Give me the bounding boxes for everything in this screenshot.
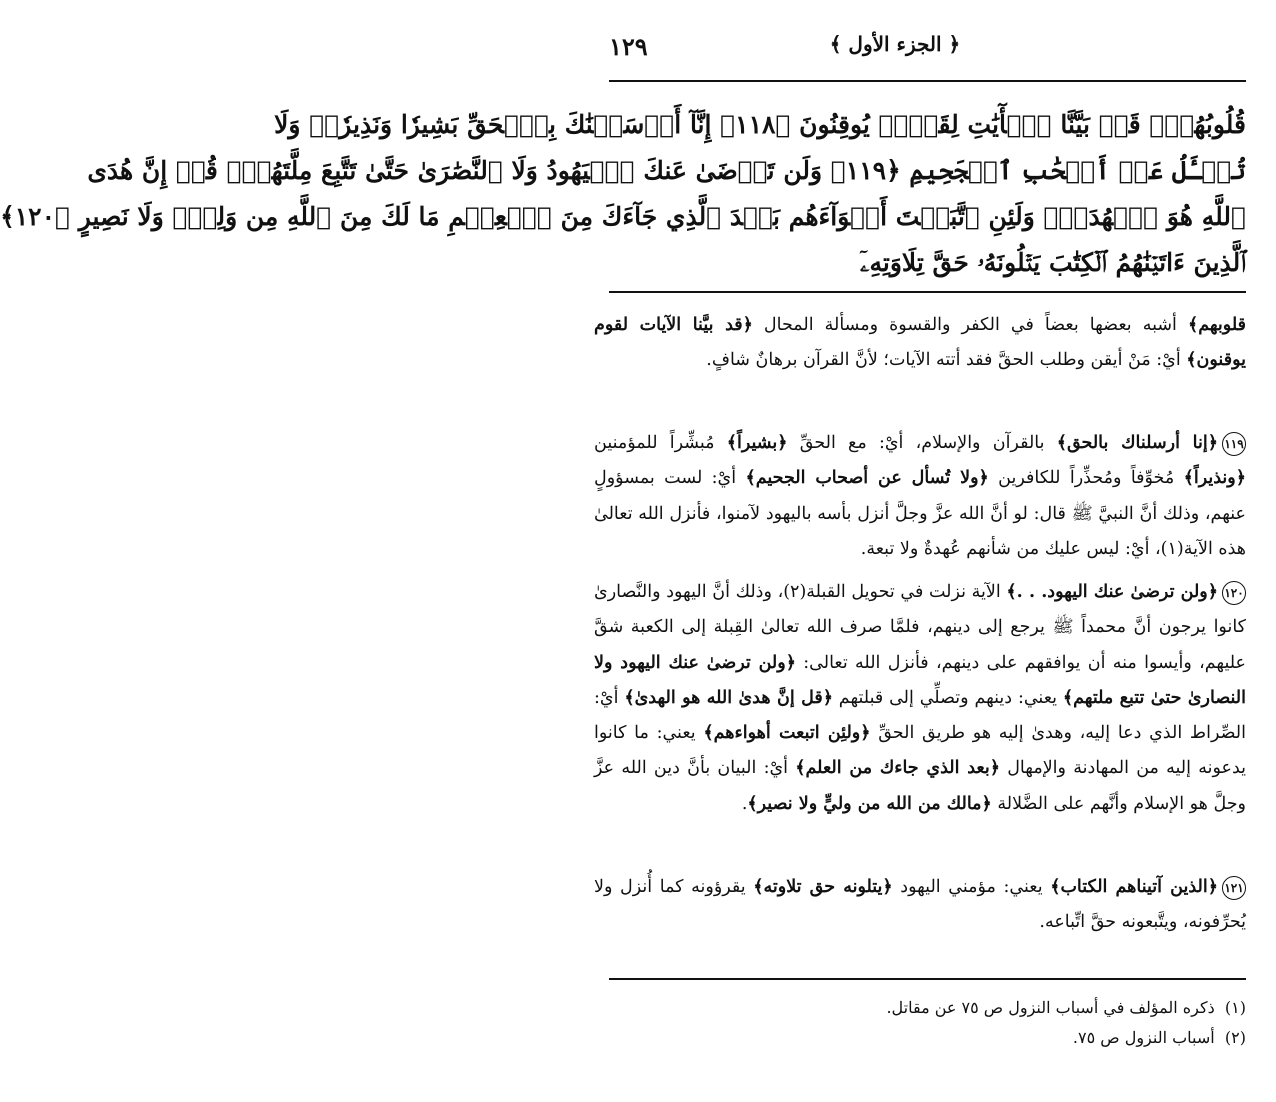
quran-quote: ﴿قد بيَّنا الآيات لقوم يوقنون﴾ bbox=[594, 315, 1246, 371]
quran-line: تُسۡـَٔلُ عَنۡ أَصۡحَٰبِ ٱلۡجَحِيمِ ﴿١١٩﴾ وَلَن تَرۡضَىٰ عَنكَ ٱلۡيَهُودُ وَلَا ٱلنَّصَٰرَىٰ حَتَّىٰ تَتَّبِعَ مِلَّتَهُمۡۗ قُلۡ إِنَّ هُدَى bbox=[87, 156, 1246, 185]
footnote-marker: (٢) bbox=[1224, 1028, 1246, 1047]
quran-quote: ﴿مالك من الله من وليٍّ ولا نصير﴾ bbox=[747, 793, 992, 814]
quran-quote: ﴿الذين آتيناهم الكتاب﴾ bbox=[1050, 877, 1218, 897]
commentary-text: أيْ: البيان بأنَّ دين الله عزَّ وجلَّ هو الإسلام وأنَّهم على الضَّلالة bbox=[594, 758, 1246, 814]
tafsir-paragraph-119 bbox=[594, 426, 1246, 567]
quran-quote: ﴿ولن ترضىٰ عنك اليهود. . .﴾ bbox=[1006, 582, 1218, 602]
footnote-text: أسباب النزول ص ٧٥. bbox=[1072, 1028, 1215, 1047]
commentary-text: يعني: مؤمني اليهود bbox=[892, 877, 1051, 897]
quran-quote: ﴿بعد الذي جاءك من العلم﴾ bbox=[795, 758, 1000, 779]
footnote bbox=[1073, 1024, 1246, 1052]
quran-line: قُلُوبُهُمۡۗ قَدۡ بَيَّنَّا ٱلۡأٓيَٰتِ لِقَوۡمٖ يُوقِنُونَ ﴿١١٨﴾ إِنَّآ أَرۡسَلۡنَٰكَ بِٱلۡحَقِّ بَشِيرٗا وَنَذِيرٗاۖ وَلَا bbox=[274, 110, 1246, 139]
page-number: ١٢٩ bbox=[609, 32, 648, 61]
verse-number-badge: ١١٩ bbox=[1222, 432, 1246, 456]
tafsir-paragraph-121 bbox=[594, 870, 1246, 941]
commentary-text: . bbox=[741, 793, 748, 814]
tafsir-paragraph-120 bbox=[594, 575, 1246, 822]
footnote-text: ذكره المؤلف في أسباب النزول ص ٧٥ عن مقاتل. bbox=[886, 998, 1215, 1017]
header-rule bbox=[609, 80, 1246, 82]
commentary-text: أشبه بعضها بعضاً في الكفر والقسوة ومسألة المحال bbox=[752, 315, 1188, 335]
commentary-text: الآية نزلت في تحويل القبلة(٢)، وذلك أنَّ اليهود والنَّصارىٰ كانوا يرجون أنَّ محمداً ﷺ يرجع إلى دينهم، فلمَّا صرف الله تعالىٰ القِبلة إلى الكعبة شقَّ عليهم، وأيسوا منه أن يوافقهم على دينهم، فأنزل الله تعالى: bbox=[594, 582, 1246, 673]
quran-quote: ﴿ولا تُسأل عن أصحاب الجحيم﴾ bbox=[745, 468, 989, 489]
running-title: ﴿ الجزء الأول ﴾ bbox=[829, 32, 961, 56]
commentary-text: يقرؤونه كما أُنزل ولا يُحرِّفونه، ويتَّبعونه حقَّ اتِّباعه. bbox=[594, 877, 1246, 933]
commentary-text: بالقرآن والإسلام، أيْ: مع الحقِّ bbox=[787, 433, 1057, 453]
section-rule bbox=[609, 291, 1246, 293]
quran-quote: ﴿إنا أرسلناك بالحق﴾ bbox=[1056, 433, 1218, 453]
quran-quote: ﴿ونذيراً﴾ bbox=[1183, 468, 1246, 489]
quran-quote: ﴿بشيراً﴾ bbox=[726, 433, 788, 453]
verse-number-badge: ١٢٠ bbox=[1222, 581, 1246, 605]
tafsir-paragraph-1 bbox=[594, 308, 1246, 379]
commentary-text: أيْ: مَنْ أيقن وطلب الحقَّ فقد أتته الآيات؛ لأنَّ القرآن برهانٌ شافٍ. bbox=[706, 350, 1187, 371]
footnote-rule bbox=[609, 978, 1246, 980]
commentary-text: مُخوِّفاً ومُحذِّراً للكافرين bbox=[988, 468, 1184, 489]
verse-number-badge: ١٢١ bbox=[1222, 876, 1246, 900]
quran-line: ٱلَّذِينَ ءَاتَيۡنَٰهُمُ ٱلۡكِتَٰبَ يَتۡلُونَهُۥ حَقَّ تِلَاوَتِهِۦٓ bbox=[859, 248, 1246, 277]
commentary-text: يعني: ما كانوا يدعونه إليه من المهادنة والإمهال bbox=[594, 723, 1247, 779]
quran-quote: ﴿قل إنَّ هدىٰ الله هو الهدىٰ﴾ bbox=[624, 687, 833, 708]
commentary-text: مُبشِّراً للمؤمنين bbox=[594, 433, 727, 453]
commentary-text: أيْ: الصِّراط الذي دعا إليه، وهدىٰ إليه هو طريق الحقِّ bbox=[594, 687, 1246, 744]
quran-line: ٱللَّهِ هُوَ ٱلۡهُدَىٰۗ وَلَئِنِ ٱتَّبَعۡتَ أَهۡوَآءَهُم بَعۡدَ ٱلَّذِي جَآءَكَ مِنَ ٱلۡعِلۡمِ مَا لَكَ مِنَ ٱللَّهِ مِن وَلِيّٖ وَلَا نَصِيرٍ ﴿١٢٠﴾ bbox=[0, 202, 1246, 231]
footnote-marker: (١) bbox=[1224, 998, 1246, 1017]
commentary-text: أيْ: لست بمسؤولٍ عنهم، وذلك أنَّ النبيَّ ﷺ قال: لو أنَّ الله عزَّ وجلَّ أنزل بأسه باليهود لآمنوا، فأنزل الله تعالىٰ هذه الآية(١)، أيْ: ليس عليك من شأنهم عُهدةٌ ولا تبعة. bbox=[594, 468, 1246, 559]
footnote bbox=[886, 994, 1246, 1022]
quran-quote: ﴿ولئِن اتبعت أهواءهم﴾ bbox=[703, 723, 871, 744]
quran-quote: قلوبهم﴾ bbox=[1187, 315, 1246, 335]
commentary-text: يعني: دينهم وتصلِّي إلى قبلتهم bbox=[832, 687, 1063, 708]
quran-quote: ﴿ولن ترضىٰ عنك اليهود ولا النصارىٰ حتىٰ تتبع ملتهم﴾ bbox=[594, 652, 1246, 708]
quran-text-block bbox=[0, 102, 1246, 286]
quran-quote: ﴿يتلونه حق تلاوته﴾ bbox=[753, 877, 893, 897]
